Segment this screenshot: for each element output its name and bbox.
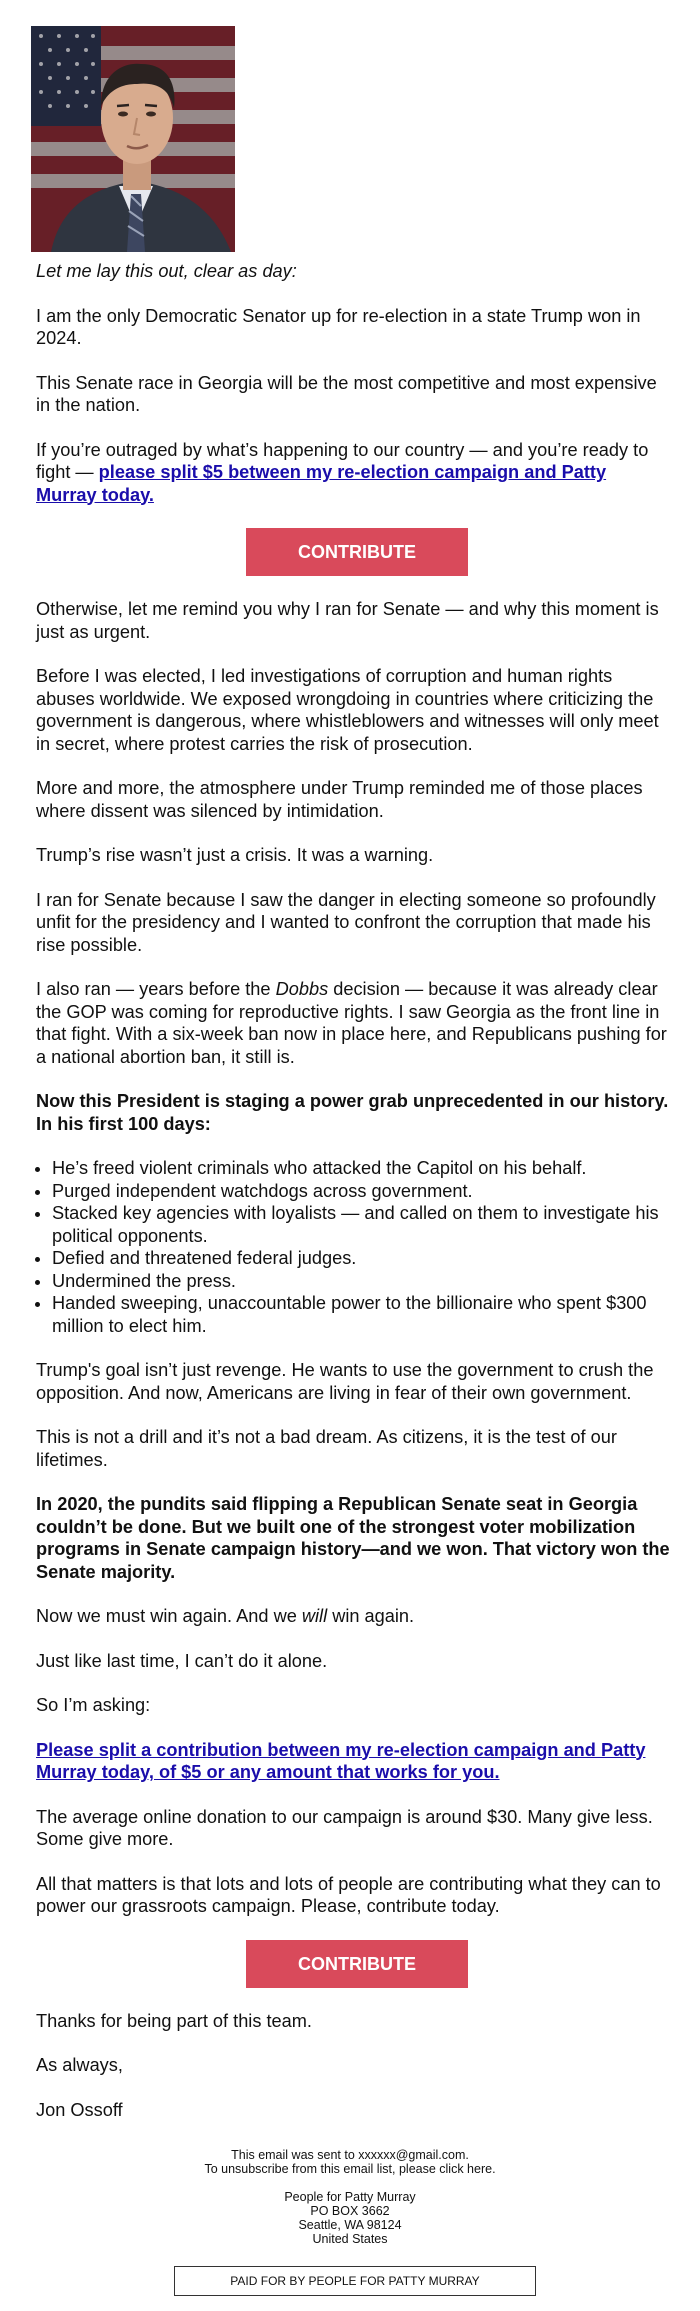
paragraph-19: All that matters is that lots and lots of people are contributing what they can to power our grassroots campaign. Please, contribute today.: [36, 1873, 661, 1916]
paragraph-3: If you’re outraged by what’s happening to our country — and you’re ready to fight — please split $5 between my re-election campaign and Patty Murray today.: [36, 439, 649, 505]
footer-notice: [0, 2148, 700, 2176]
paragraph-5: Before I was elected, I led investigations of corruption and human rights abuses worldwide. We exposed wrongdoing in countries where criticizing the government is dangerous, where whistleblowers and witnesses will only meet in secret, where protest carries the risk of prosecution.: [36, 666, 659, 754]
paragraph-15: Just like last time, I can’t do it alone.: [36, 1650, 328, 1671]
paragraph-17: [36, 1739, 670, 1784]
paragraph-9: I also ran — years before the Dobbs decision — because it was already clear the GOP was coming for reproductive rights. I saw Georgia as the front line in that fight. With a six-week ban now in place here, and Republicans pushing for a national abortion ban, it still is.: [36, 979, 667, 1067]
paragraph-8: I ran for Senate because I saw the danger in electing someone so profoundly unfit for the presidency and I wanted to confront the corruption that made his rise possible.: [36, 889, 656, 955]
contribute-button-wrap-1: [36, 528, 670, 576]
header-photo: [31, 26, 235, 252]
email-body: [36, 260, 670, 2143]
list-item: • Undermined the press.: [52, 1270, 670, 1293]
city: Seattle, WA 98124: [298, 2218, 402, 2232]
contribute-button[interactable]: CONTRIBUTE: [246, 1940, 468, 1988]
paragraph-7: Trump’s rise wasn’t just a crisis. It was a warning.: [36, 845, 434, 865]
contribute-button-wrap-2: [36, 1940, 670, 1988]
paragraph-18: The average online donation to our campaign is around $30. Many give less. Some give more.: [36, 1806, 653, 1849]
paragraph-12: This is not a drill and it’s not a bad dream. As citizens, it is the test of our lifetimes.: [36, 1427, 617, 1470]
paragraph-1: I am the only Democratic Senator up for re-election in a state Trump won in 2024.: [36, 305, 641, 348]
paragraph-2: This Senate race in Georgia will be the most competitive and most expensive in the nation.: [36, 372, 657, 415]
list-item: • He’s freed violent criminals who attacked the Capitol on his behalf.: [52, 1157, 670, 1180]
po-box: PO BOX 3662: [310, 2204, 390, 2218]
intro-line: Let me lay this out, clear as day:: [36, 261, 297, 281]
paragraph-11: Trump's goal isn’t just revenge. He wants to use the government to crush the opposition. And now, Americans are living in fear of their own government.: [36, 1360, 654, 1403]
power-grab-heading: Now this President is staging a power grab unprecedented in our history. In his first 100 days:: [36, 1091, 669, 1134]
portrait-image: [31, 26, 235, 252]
paragraph-13: In 2020, the pundits said flipping a Republican Senate seat in Georgia couldn’t be done. But we built one of the strongest voter mobilization programs in Senate campaign history—and we won. That victory won the Senate majority.: [36, 1494, 670, 1582]
list-item: • Handed sweeping, unaccountable power to the billionaire who spent $300 million to elect him.: [52, 1292, 670, 1337]
paid-for-disclaimer: PAID FOR BY PEOPLE FOR PATTY MURRAY: [174, 2266, 536, 2296]
list-item: • Defied and threatened federal judges.: [52, 1247, 670, 1270]
paragraph-4: Otherwise, let me remind you why I ran for Senate — and why this moment is just as urgent.: [36, 599, 659, 642]
country: United States: [312, 2232, 388, 2246]
paragraph-20: Thanks for being part of this team.: [36, 2010, 312, 2031]
first-100-days-list: [36, 1157, 670, 1337]
footer-address: [0, 2190, 700, 2246]
contribute-button[interactable]: CONTRIBUTE: [246, 528, 468, 576]
unsubscribe-link[interactable]: To unsubscribe from this email list, please click here.: [204, 2162, 496, 2176]
email-footer: [0, 2148, 700, 2260]
paragraph-14: Now we must win again. And we will win again.: [36, 1606, 415, 1626]
split-contribution-link[interactable]: Please split a contribution between my re-election campaign and Patty Murray today, of $5 or any amount that works for you.: [36, 1739, 646, 1782]
org-name: People for Patty Murray: [284, 2190, 416, 2204]
sent-to-text: This email was sent to xxxxxx@gmail.com.: [231, 2148, 469, 2162]
signature: Jon Ossoff: [36, 2099, 123, 2120]
paragraph-16: So I’m asking:: [36, 1695, 151, 1715]
list-item: • Stacked key agencies with loyalists — and called on them to investigate his political opponents.: [52, 1202, 670, 1247]
paragraph-6: More and more, the atmosphere under Trump reminded me of those places where dissent was silenced by intimidation.: [36, 778, 643, 821]
paragraph-21: As always,: [36, 2055, 123, 2075]
list-item: • Purged independent watchdogs across government.: [52, 1180, 670, 1203]
split-donation-link[interactable]: please split $5 between my re-election campaign and Patty Murray today.: [36, 462, 607, 505]
